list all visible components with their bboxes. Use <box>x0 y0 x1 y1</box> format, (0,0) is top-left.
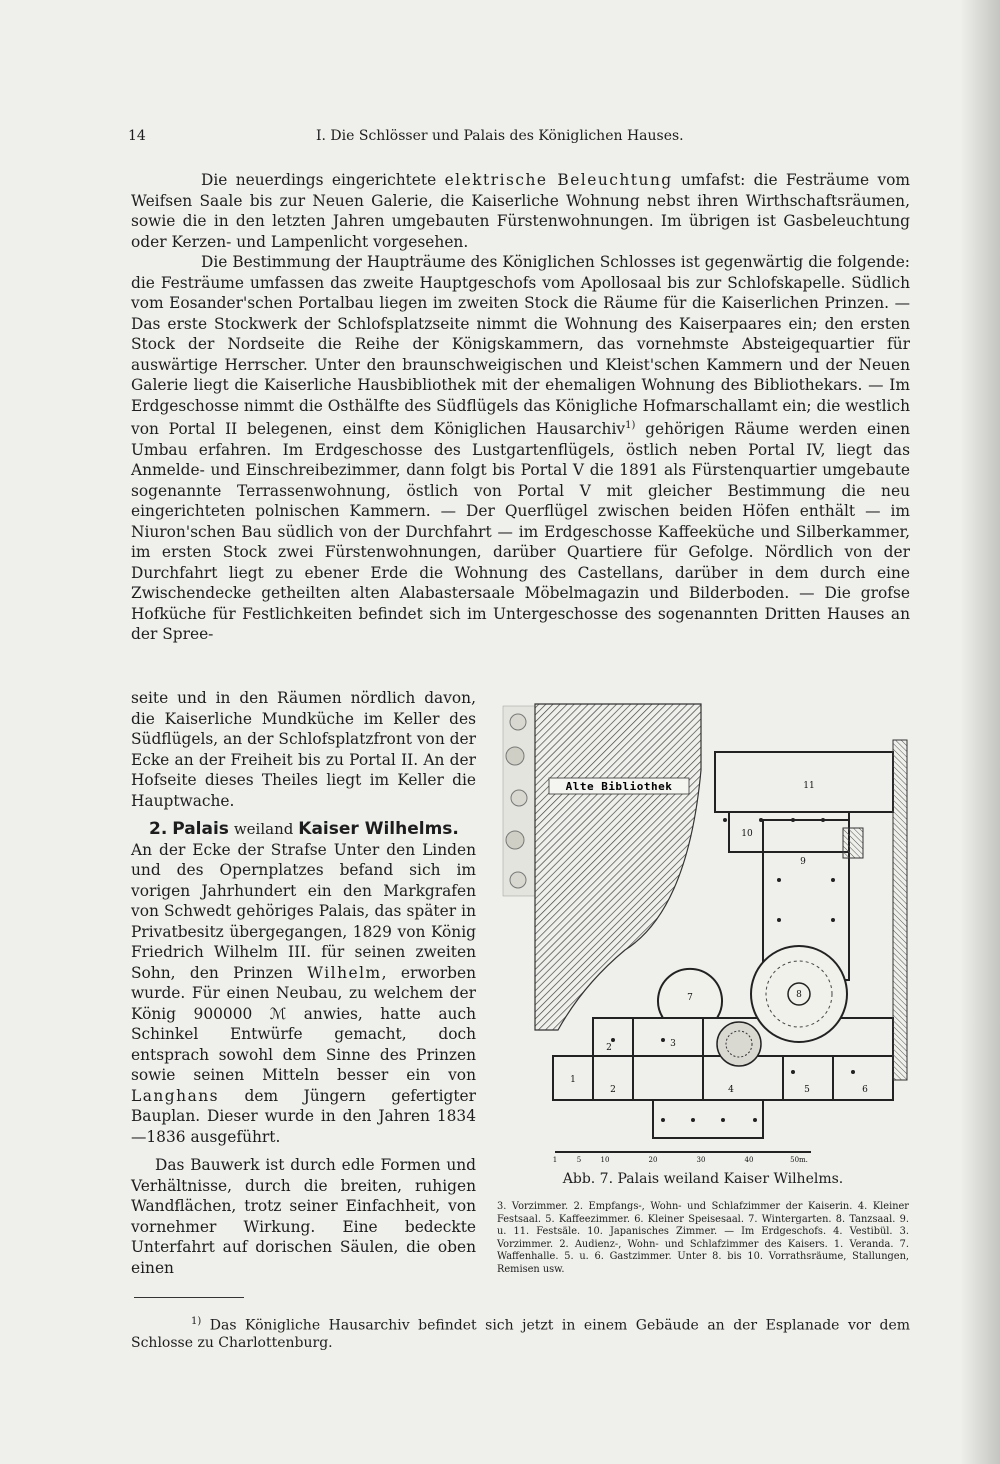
room-number: 1 <box>570 1075 576 1085</box>
neighbor-wall <box>893 740 907 1080</box>
scale-bar <box>553 1152 811 1164</box>
footnote-rule <box>134 1297 244 1298</box>
room-number: 3 <box>670 1039 676 1049</box>
staircase <box>717 1022 761 1066</box>
text-run: An der Ecke der Strafse Unter den Linden und des Opernplatzes befand sich im vorigen Jahrhundert ein den Markgrafen von Schwedt gehöriges Palais, das später in Privatbesitz übergegangen, 1829 von König Friedrich Wilhelm III. für seinen zweiten Sohn, den Prinzen <box>131 840 476 982</box>
section-heading-word: Palais <box>172 819 229 839</box>
running-title: I. Die Schlösser und Palais des Königlichen Hauses. <box>316 128 684 144</box>
room-number: 10 <box>741 829 753 839</box>
text-run: Die Bestimmung der Haupträume des Königlichen Schlosses ist gegenwärtig die folgende: die Festräume umfassen das zweite Hauptgeschofs vom Apollosaal bis zur Schlofskapelle. Südlich vom Eosander'schen Portalbau liegen im zweiten Stock die Räume für die Kaiserlichen Prinzen. — Das erste Stockwerk der Schlofsplatzseite nimmt die Wohnung des Kaiserpaares ein; den ersten Stock der Nordseite die Reihe der Königskammern, das vornehmste Absteigequartier für auswärtige Herrscher. Unter den braunschweigischen und Kleist'schen Kammern und der Neuen Galerie liegt die Kaiserliche Hausbibliothek mit der ehemaligen Wohnung des Bibliothekars. — Im Erdgeschosse nimmt die Osthälfte des Südflügels das Königliche Hofmarschallamt ein; die westlich von Portal II belegenen, einst dem Königlichen Hausarchiv <box>131 253 910 439</box>
footnote <box>131 1313 910 1352</box>
text-run: , erworben wurde. Für einen Neubau, zu welchem der König 900000 ℳ anwies, hatte auch Schinkel Entwürfe gemacht, doch entsprach sowohl dem Sinne des Prinzen sowie seinen Mitteln besser ein von <box>131 963 476 1084</box>
scale-label: 1 <box>552 1156 558 1164</box>
room-number: 2 <box>606 1043 612 1053</box>
paragraph-room-assignment <box>131 252 910 645</box>
paragraph-description: Das Bauwerk ist durch edle Formen und Verhältnisse, durch die breiten, ruhigen Wandflächen, trotz seiner Einfachheit, von vornehmer Wirkung. Eine bedeckte Unterfahrt auf dorischen Säulen, die oben einen <box>131 1156 476 1277</box>
paragraph-continuation: seite und in den Räumen nördlich davon, die Kaiserliche Mundküche im Keller des Südflügels, an der Schlofsplatzfront von der Ecke an der Freiheit bis zu Portal II. An der Hofseite dieses Theiles liegt im Keller die Hauptwache. <box>131 689 476 810</box>
room-number: 8 <box>796 990 802 1000</box>
text-run: gehörigen Räume werden einen Umbau erfahren. Im Erdgeschosse des Lustgartenflügels, östlich neben Portal IV, liegt das Anmelde- und Einschreibezimmer, dann folgt bis Portal V die 1891 als Fürstenquartier umgebaute sogenannte Terrassenwohnung, östlich von Portal V mit gleicher Bestimmung die neu eingerichteten polnischen Kammern. — Der Querflügel zwischen beiden Höfen enthält — im Niuron'schen Bau südlich von der Durchfahrt — im Erdgeschosse Kaffeeküche und Silberkammer, im ersten Stock zwei Fürstenwohnungen, darüber Quartiere für Gefolge. Nördlich von der Durchfahrt liegt zu ebener Erde die Wohnung des Castellans, darüber in dem durch eine Zwischendecke getheilten alten Alabastersaale Möbelmagazin und Bilderboden. — Die grofse Hofküche für Festlichkeiten befindet sich im Untergeschosse des sogenannten Dritten Hauses an der Spree- <box>131 420 910 644</box>
left-column <box>131 688 476 1278</box>
room-number: 2 <box>610 1085 616 1095</box>
footnote-text: Das Königliche Hausarchiv befindet sich jetzt in einem Gebäude an der Esplanade vor dem Schlosse zu Charlottenburg. <box>131 1317 910 1351</box>
scale-label: 10 <box>600 1156 610 1164</box>
garden-strip <box>503 706 535 896</box>
figure-legend: 3. Vorzimmer. 2. Empfangs-, Wohn- und Schlafzimmer der Kaiserin. 4. Kleiner Festsaal. 5. Kaffeezimmer. 6. Kleiner Speisesaal. 7. Wintergarten. 8. Tanzsaal. 9. u. 11. Festsäle. 10. Japanisches Zimmer. — Im Erdgeschofs. 4. Vestibül. 3. Vorzimmer. 2. Audienz-, Wohn- und Schlafzimmer des Kaisers. 1. Veranda. 7. Waffenhalle. 5. u. 6. Gastzimmer. Unter 8. bis 10. Vorrathsräume, Stallungen, Remisen usw. <box>497 1201 909 1275</box>
footnote-mark: 1) <box>191 1316 202 1327</box>
text-run: Die neuerdings eingerichtete <box>201 171 445 189</box>
section-heading <box>131 819 476 840</box>
section-heading-word: Kaiser Wilhelms. <box>298 819 459 839</box>
scale-label: 50m. <box>790 1156 808 1164</box>
room-number: 4 <box>728 1085 734 1095</box>
paragraph-lighting <box>131 170 910 252</box>
room-number: 9 <box>800 857 806 867</box>
footnote-marker: 1) <box>625 420 636 431</box>
scale-label: 5 <box>576 1156 582 1164</box>
section-heading-word: weiland <box>233 820 294 838</box>
room-number: 6 <box>862 1085 868 1095</box>
room-number: 5 <box>804 1085 810 1095</box>
page-number: 14 <box>128 128 146 144</box>
stair-hatch <box>843 828 863 858</box>
scale-label: 30 <box>696 1156 706 1164</box>
text-run: dem Jüngern gefertigter Bauplan. Dieser wurde in den Jahren 1834—1836 ausgeführt. <box>131 1086 476 1146</box>
figure-caption: Abb. 7. Palais weiland Kaiser Wilhelms. <box>562 1171 844 1187</box>
floor-plan-drawing <box>493 700 913 1165</box>
main-text <box>131 170 910 645</box>
section-number: 2. <box>149 819 168 839</box>
scale-label: 40 <box>744 1156 754 1164</box>
page-edge-shadow <box>960 0 1000 1464</box>
spaced-emphasis: Langhans <box>131 1086 220 1105</box>
spaced-emphasis: elektrische Beleuchtung <box>444 171 673 189</box>
room-number: 11 <box>803 781 815 791</box>
figure-floor-plan <box>493 700 913 1277</box>
room-number: 7 <box>687 993 693 1003</box>
scale-label: 20 <box>648 1156 658 1164</box>
spaced-emphasis: Wilhelm <box>307 963 382 982</box>
text-run: umfafst: die Festräume vom Weifsen Saale bis zur Neuen Galerie, die Kaiserliche Wohnung nebst ihren Wirthschaftsräumen, sowie die in den letzten Jahren umgebauten Fürstenwohnungen. Im übrigen ist Gasbeleuchtung oder Kerzen- und Lampenlicht vorgesehen. <box>131 171 910 251</box>
plan-label: Alte Bibliothek <box>565 780 673 793</box>
paragraph-history <box>131 840 476 1148</box>
